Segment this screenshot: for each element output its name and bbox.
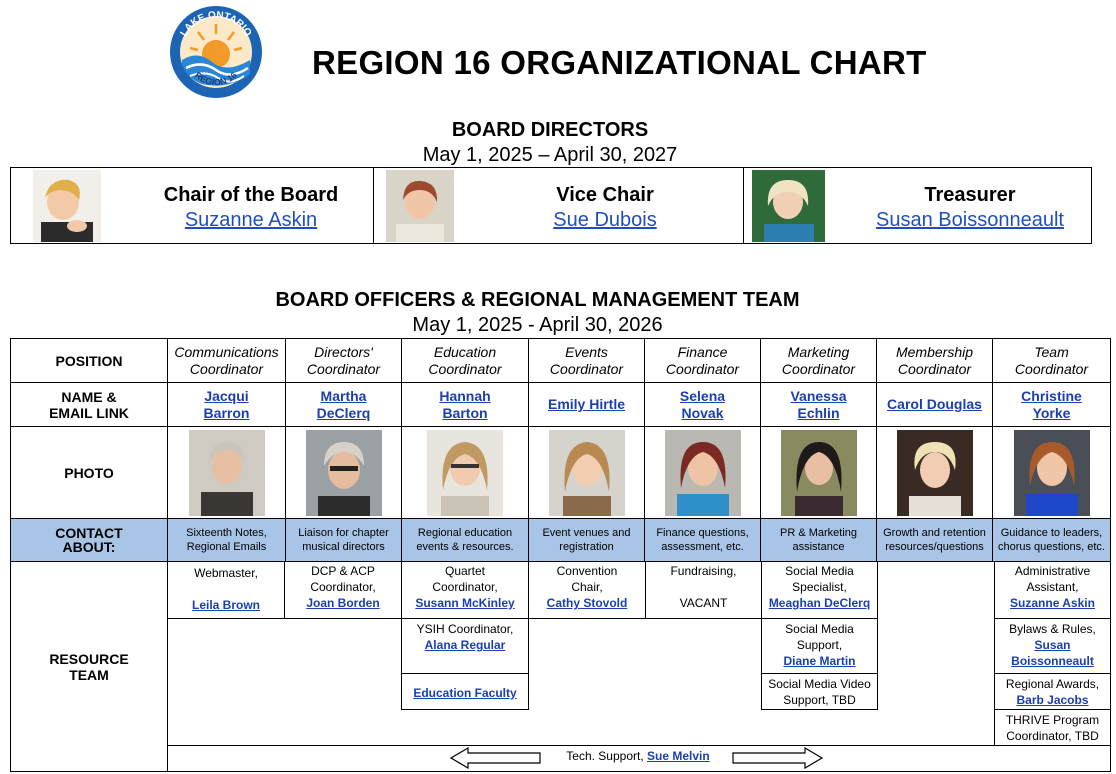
name-link-comm[interactable]: Jacqui Barron (203, 387, 250, 421)
contact-directors: Liaison for chapter musical directors (286, 519, 402, 562)
resource-edu2: YSIH Coordinator, Alana Regular (401, 618, 529, 674)
director-photo-treasurer (752, 170, 825, 242)
resource-team1: Administrative Assistant, Suzanne Askin (994, 562, 1111, 619)
name-link-finance[interactable]: Selena Novak (679, 387, 726, 421)
photo-comm (189, 430, 265, 516)
resource-edu1: Quartet Coordinator, Susann McKinley (401, 562, 529, 619)
board-directors-heading: BOARD DIRECTORS (451, 119, 649, 141)
name-link-team[interactable]: Christine Yorke (1021, 387, 1082, 421)
director-photo-chair (33, 170, 101, 242)
row-label-position: POSITION (11, 339, 168, 383)
contact-membership: Growth and retention resources/questions (877, 519, 993, 562)
resource-events: Convention Chair, Cathy Stovold (528, 562, 646, 619)
left-arrow-icon (450, 747, 542, 769)
resource-link-education-faculty[interactable]: Education Faculty (413, 686, 517, 700)
tech-support: Tech. Support, Sue Melvin (566, 749, 710, 763)
director-role-chair: Chair of the Board (163, 184, 339, 206)
resource-dir: DCP & ACP Coordinator, Joan Borden (284, 562, 402, 619)
page-title: REGION 16 ORGANIZATIONAL CHART (312, 44, 927, 81)
director-role-vice: Vice Chair (556, 184, 654, 206)
photo-finance (665, 430, 741, 516)
director-link-chair[interactable]: Suzanne Askin (184, 209, 318, 231)
position-team: Team Coordinator (993, 339, 1111, 383)
position-marketing: Marketing Coordinator (761, 339, 877, 383)
resource-link-joan[interactable]: Joan Borden (306, 596, 380, 610)
resource-link-diane[interactable]: Diane Martin (783, 654, 856, 668)
director-link-treasurer[interactable]: Susan Boissonneault (876, 209, 1064, 231)
photo-membership (897, 430, 973, 516)
board-directors-dates: May 1, 2025 – April 30, 2027 (422, 144, 678, 166)
row-label-photo: PHOTO (11, 427, 168, 519)
row-label-resource: RESOURCE TEAM (11, 562, 168, 772)
resource-team2: Bylaws & Rules, Susan Boissonneault (994, 618, 1111, 674)
officers-heading: BOARD OFFICERS & REGIONAL MANAGEMENT TEAM (275, 289, 800, 311)
region-logo (168, 4, 264, 100)
director-cell-treasurer (744, 168, 1091, 243)
contact-events: Event venues and registration (529, 519, 645, 562)
resource-link-leila[interactable]: Leila Brown (191, 598, 260, 612)
contact-education: Regional education events & resources. (402, 519, 529, 562)
resource-finance: Fundraising, VACANT (645, 562, 762, 619)
contact-marketing: PR & Marketing assistance (761, 519, 877, 562)
name-link-education[interactable]: Hannah Barton (439, 387, 491, 421)
right-arrow-icon (732, 747, 824, 769)
director-cell-vice (374, 168, 744, 243)
resource-link-barb[interactable]: Barb Jacobs (1016, 693, 1089, 707)
resource-mkt3: Social Media Video Support, TBD (761, 673, 878, 710)
position-directors: Directors' Coordinator (286, 339, 402, 383)
contact-team: Guidance to leaders, chorus questions, etc. (993, 519, 1111, 562)
logo-bottom-text: REGION 16 (192, 70, 240, 88)
resource-link-alana[interactable]: Alana Regular (424, 638, 506, 652)
row-label-name: NAME & EMAIL LINK (11, 383, 168, 427)
officers-dates: May 1, 2025 - April 30, 2026 (412, 314, 663, 336)
position-comm: Communications Coordinator (168, 339, 286, 383)
resource-edu3 (401, 673, 529, 710)
photo-events (549, 430, 625, 516)
name-link-marketing[interactable]: Vanessa Echlin (790, 387, 847, 421)
position-finance: Finance Coordinator (645, 339, 761, 383)
resource-link-cathy[interactable]: Cathy Stovold (546, 596, 628, 610)
director-photo-vice (386, 170, 454, 242)
name-link-directors[interactable]: Martha DeClerq (316, 387, 371, 421)
resource-team4: THRIVE Program Coordinator, TBD (994, 709, 1111, 746)
position-events: Events Coordinator (529, 339, 645, 383)
resource-mkt2: Social Media Support, Diane Martin (761, 618, 878, 674)
director-link-vice[interactable]: Sue Dubois (553, 209, 657, 231)
board-directors-table (10, 167, 1092, 244)
contact-finance: Finance questions, assessment, etc. (645, 519, 761, 562)
name-link-events[interactable]: Emily Hirtle (547, 396, 626, 412)
resource-link-sue-melvin[interactable]: Sue Melvin (647, 749, 710, 763)
officers-table (10, 338, 1111, 772)
resource-comm: Webmaster, Leila Brown (167, 562, 285, 619)
resource-link-susann[interactable]: Susann McKinley (415, 596, 515, 610)
position-membership: Membership Coordinator (877, 339, 993, 383)
row-label-contact: CONTACT ABOUT: (11, 519, 168, 562)
director-role-treasurer: Treasurer (924, 184, 1016, 206)
photo-education (427, 430, 503, 516)
logo-top-text: LAKE ONTARIO (178, 9, 254, 39)
director-cell-chair (11, 168, 374, 243)
resource-link-meaghan[interactable]: Meaghan DeClerq (768, 596, 871, 610)
resource-team3: Regional Awards, Barb Jacobs (994, 673, 1111, 710)
resource-link-susan-b[interactable]: Susan Boissonneault (1011, 638, 1094, 668)
name-link-membership[interactable]: Carol Douglas (887, 396, 982, 412)
resource-mkt1: Social Media Specialist, Meaghan DeClerq (761, 562, 878, 619)
photo-marketing (781, 430, 857, 516)
contact-comm: Sixteenth Notes, Regional Emails (168, 519, 286, 562)
resource-link-suzanne[interactable]: Suzanne Askin (1010, 596, 1095, 610)
photo-directors (306, 430, 382, 516)
position-education: Education Coordinator (402, 339, 529, 383)
photo-team (1014, 430, 1090, 516)
